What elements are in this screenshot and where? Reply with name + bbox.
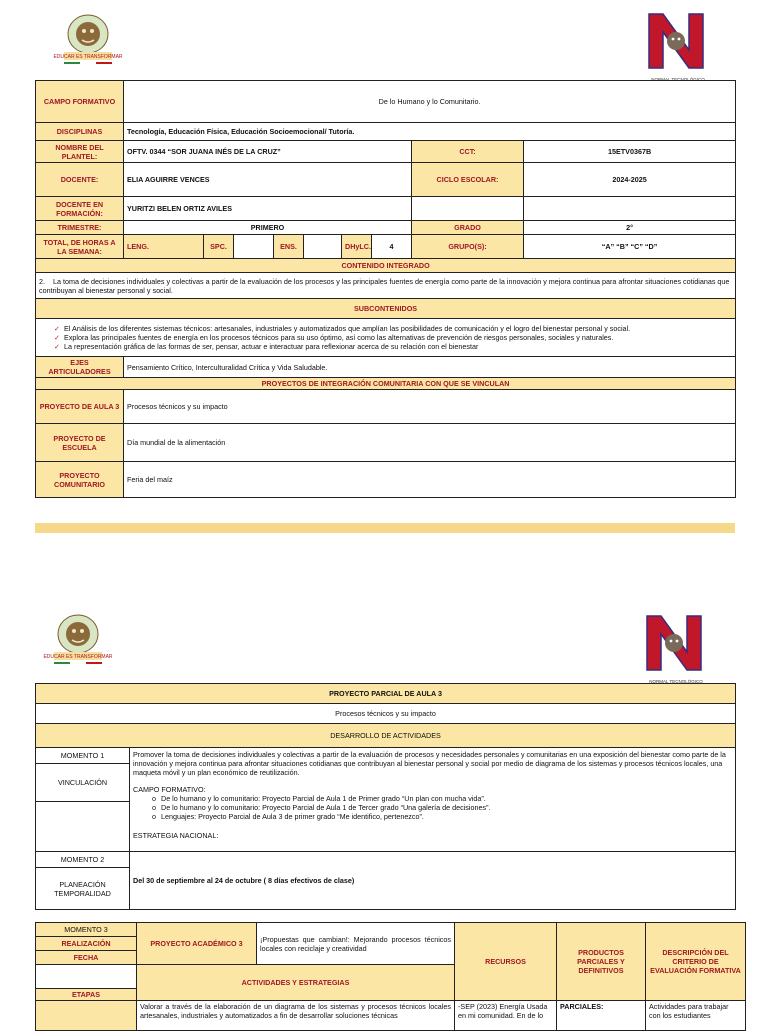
contenido-text: 2. La toma de decisiones individuales y colectivas a partir de la evaluación de los procesos y las principales fuentes de energía como parte de la innovación y mejora continua para afrontar situaciones cotidianas que contribuyan al bienestar personal y social.: [36, 273, 736, 299]
page-divider-band: [35, 523, 735, 533]
productos-header: PRODUCTOS PARCIALES Y DEFINITIVOS: [557, 923, 646, 1001]
proyecto-academico-label: PROYECTO ACADÉMICO 3: [137, 923, 257, 965]
momento1-content: [130, 748, 736, 852]
subcontenidos-list: [36, 319, 736, 357]
aula-label: PROYECTO DE AULA 3: [36, 390, 124, 424]
project-development-table: [35, 683, 736, 910]
horas-spc: SPC.: [204, 235, 234, 259]
school-logo-left: [43, 612, 113, 671]
escuela-label: PROYECTO DE ESCUELA: [36, 424, 124, 462]
momento3-label: MOMENTO 3: [36, 923, 137, 937]
disciplinas-label: DISCIPLINAS: [36, 123, 124, 141]
campo-formativo-value: De lo Humano y lo Comunitario.: [124, 81, 736, 123]
etapas-label: ETAPAS: [36, 989, 137, 1001]
list-item: o Lenguajes: Proyecto Parcial de Aula 3 de primer grado “Me identifico, pertenezco”.: [152, 812, 424, 821]
cct-label: CCT:: [412, 141, 524, 163]
project-subtitle: Procesos técnicos y su impacto: [36, 704, 736, 724]
plantel-value: OFTV. 0344 “SOR JUANA INÉS DE LA CRUZ”: [124, 141, 412, 163]
actividades-header: ACTIVIDADES Y ESTRATEGIAS: [137, 965, 455, 1001]
proyecto-academico-value: ¡Propuestas que cambian!: Mejorando procesos técnicos locales con reciclaje y creatividad: [257, 923, 455, 965]
momento1-text: Promover la toma de decisiones individuales y colectivas a partir de la evaluación de procesos y necesidades personales y comunitarias en una exposición del bienestar como parte de la innovación y mejora continua para afrontar situaciones cotidianas que contribuyan al bienestar personal y social por medio de diagrama de los sistemas y procesos técnicos locales, una maqueta móvil y un plan económico de reutilización.: [133, 750, 726, 777]
plantel-label: NOMBRE DEL PLANTEL:: [36, 141, 124, 163]
svg-text:EDUCAR ES TRANSFORMAR: EDUCAR ES TRANSFORMAR: [43, 654, 113, 660]
desarrollo-header: DESARROLLO DE ACTIVIDADES: [36, 724, 736, 748]
ejes-label: EJES ARTICULADORES: [36, 357, 124, 378]
comunitario-value: Feria del maíz: [124, 462, 736, 498]
trimestre-label: TRIMESTRE:: [36, 221, 124, 235]
ejes-value: Pensamiento Crítico, Interculturalidad Crítica y Vida Saludable.: [124, 357, 736, 378]
ciclo-label: CICLO ESCOLAR:: [412, 163, 524, 197]
escuela-value: Día mundial de la alimentación: [124, 424, 736, 462]
momento2-label: MOMENTO 2: [36, 852, 130, 868]
grado-value: 2°: [524, 221, 736, 235]
horas-label: TOTAL, DE HORAS A LA SEMANA:: [36, 235, 124, 259]
momento3-table: [35, 922, 746, 1031]
fecha-label: FECHA: [36, 951, 137, 965]
list-item: ✓ El Análisis de los diferentes sistemas técnicos: artesanales, industriales y automatizados que amplían las posibilidades de comunicación y el logro del bienestar personal y social.: [54, 324, 631, 333]
docente-label: DOCENTE:: [36, 163, 124, 197]
svg-text:EDUCAR ES TRANSFORMAR: EDUCAR ES TRANSFORMAR: [53, 54, 123, 60]
contenido-header: CONTENIDO INTEGRADO: [36, 259, 736, 273]
planning-info-table: [35, 80, 736, 498]
trimestre-value: PRIMERO: [124, 221, 412, 235]
horas-dhylc-value: 4: [372, 235, 412, 259]
ciclo-value: 2024-2025: [524, 163, 736, 197]
parciales-label: PARCIALES:: [557, 1001, 646, 1031]
horas-ens: ENS.: [274, 235, 304, 259]
aula-value: Procesos técnicos y su impacto: [124, 390, 736, 424]
list-item: ✓ La representación gráfica de las formas de ser, pensar, actuar e interactuar para reflexionar acerca de su relación con el bienestar: [54, 342, 479, 351]
docente-formacion-value: YURITZI BELEN ORTIZ AVILES: [124, 197, 412, 221]
disciplinas-value: Tecnología, Educación Física, Educación Socioemocional/ Tutoría.: [124, 123, 736, 141]
campo-formativo-subheading: CAMPO FORMATIVO:: [133, 785, 206, 794]
checkmark-icon: ✓: [54, 324, 61, 333]
descripcion-header: DESCRIPCIÓN DEL CRITERIO DE EVALUACIÓN FORMATIVA: [646, 923, 746, 1001]
docente-formacion-label: DOCENTE EN FORMACIÓN:: [36, 197, 124, 221]
recursos-header: RECURSOS: [455, 923, 557, 1001]
criterio-text: Actividades para trabajar con los estudiantes: [646, 1001, 746, 1031]
grupos-value: “A” “B” “C” “D”: [524, 235, 736, 259]
proyectos-header: PROYECTOS DE INTEGRACIÓN COMUNITARIA CON QUE SE VINCULAN: [36, 378, 736, 390]
comunitario-label: PROYECTO COMUNITARIO: [36, 462, 124, 498]
horas-dhylc: DHyLC.: [342, 235, 372, 259]
checkmark-icon: ✓: [54, 333, 61, 342]
school-logo-left: [53, 12, 123, 71]
cct-value: 15ETV0367B: [524, 141, 736, 163]
list-item: o De lo humano y lo comunitario: Proyecto Parcial de Aula 1 de Tercer grado “Una galería de decisiones”.: [152, 803, 491, 812]
momento1-label: MOMENTO 1: [36, 748, 130, 764]
planeacion-value: Del 30 de septiembre al 24 de octubre ( 8 días efectivos de clase): [130, 852, 736, 910]
planeacion-label: PLANEACIÓN TEMPORALIDAD: [36, 868, 130, 910]
list-item: ✓ Explora las principales fuentes de energía en los procesos técnicos para su uso óptimo, así como las alternativas de prevención de riesgos personales, sociales y naturales.: [54, 333, 614, 342]
actividad-text: Valorar a través de la elaboración de un diagrama de los sistemas y procesos técnicos locales artesanales, industriales y automatizados a fin de desarrollar soluciones técnicas: [137, 1001, 455, 1031]
recurso-text: -SEP (2023) Energía Usada en mi comunidad. En de lo: [455, 1001, 557, 1031]
normal-tec-logo: NORMAL TECNOLÓGICO: [643, 612, 709, 684]
estrategia-subheading: ESTRATEGIA NACIONAL:: [133, 831, 219, 840]
checkmark-icon: ✓: [54, 342, 61, 351]
list-item: o De lo humano y lo comunitario: Proyecto Parcial de Aula 1 de Primer grado “Un plan con mucha vida”.: [152, 794, 486, 803]
campo-formativo-label: CAMPO FORMATIVO: [36, 81, 124, 123]
grado-label: GRADO: [412, 221, 524, 235]
docente-value: ELIA AGUIRRE VENCES: [124, 163, 412, 197]
subcontenidos-header: SUBCONTENIDOS: [36, 299, 736, 319]
project-title: PROYECTO PARCIAL DE AULA 3: [36, 684, 736, 704]
horas-leng: LENG.: [124, 235, 204, 259]
grupos-label: GRUPO(S):: [412, 235, 524, 259]
normal-tec-logo: NORMAL TECNOLÓGICO: [645, 10, 711, 82]
vinculacion-label: VINCULACIÓN: [36, 764, 130, 802]
realizacion-label: REALIZACIÓN: [36, 937, 137, 951]
